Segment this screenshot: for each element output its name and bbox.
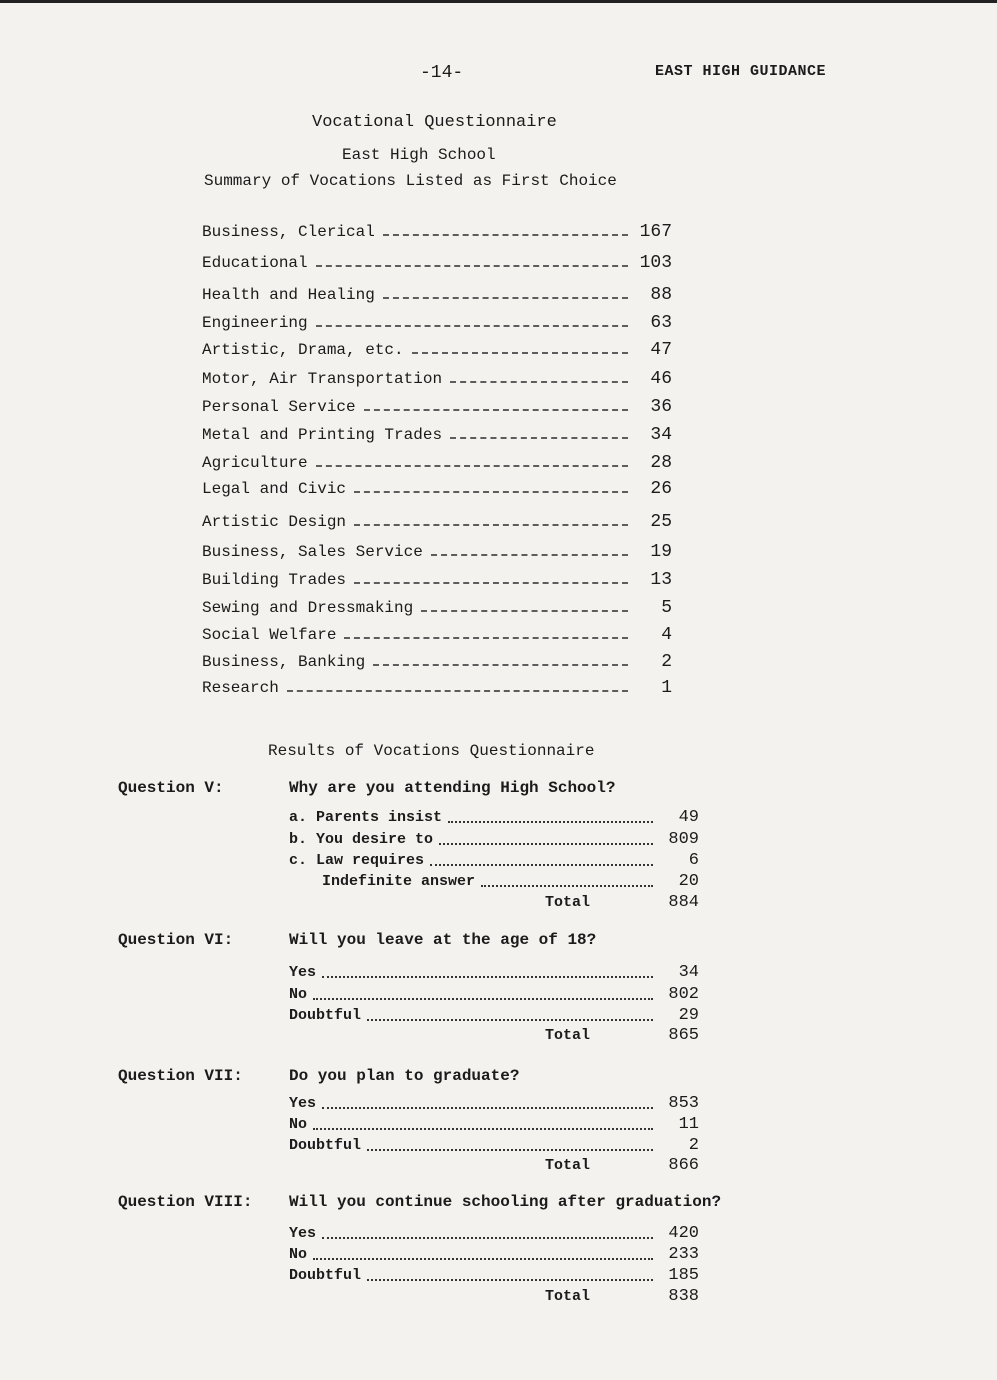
dot-leader <box>313 1258 653 1260</box>
summary-title: Summary of Vocations Listed as First Choice <box>204 172 617 190</box>
total-count: 866 <box>668 1156 699 1175</box>
question-text: Do you plan to graduate? <box>289 1067 520 1085</box>
vocation-count: 103 <box>639 253 672 273</box>
answer-row <box>289 1114 699 1135</box>
vocation-row <box>202 650 672 674</box>
answer-label: Indefinite answer <box>322 873 476 890</box>
question-label: Question VIII: <box>118 1193 253 1211</box>
answer-row <box>289 850 699 871</box>
dot-leader <box>430 864 653 866</box>
vocation-label: Legal and Civic <box>202 480 347 498</box>
vocation-row <box>202 596 672 620</box>
answer-label: Doubtful <box>289 1137 362 1154</box>
dash-leader <box>373 664 628 666</box>
dash-leader <box>344 637 628 639</box>
answer-count: 420 <box>668 1224 699 1243</box>
total-count: 884 <box>668 893 699 912</box>
answer-row <box>289 807 699 828</box>
vocation-count: 1 <box>661 678 672 698</box>
answer-row <box>289 1265 699 1286</box>
vocation-row <box>202 423 672 447</box>
vocation-count: 5 <box>661 598 672 618</box>
answer-count: 802 <box>668 985 699 1004</box>
answer-count: 29 <box>678 1006 699 1025</box>
answer-label: a. Parents insist <box>289 809 443 826</box>
vocation-count: 13 <box>650 570 672 590</box>
dot-leader <box>322 1237 653 1239</box>
vocation-label: Artistic Design <box>202 513 347 531</box>
answer-count: 185 <box>668 1266 699 1285</box>
vocation-row <box>202 220 672 244</box>
vocation-label: Sewing and Dressmaking <box>202 599 414 617</box>
dash-leader <box>412 352 628 354</box>
answer-label: Yes <box>289 1095 317 1112</box>
answer-label: Yes <box>289 1225 317 1242</box>
vocation-count: 25 <box>650 512 672 532</box>
vocation-count: 46 <box>650 369 672 389</box>
dash-leader <box>383 297 628 299</box>
vocation-label: Artistic, Drama, etc. <box>202 341 404 359</box>
vocation-label: Agriculture <box>202 454 308 472</box>
school-name: East High School <box>342 146 496 164</box>
answer-count: 2 <box>688 1136 699 1155</box>
dot-leader <box>439 843 653 845</box>
vocation-label: Health and Healing <box>202 286 375 304</box>
answer-count: 853 <box>668 1094 699 1113</box>
answer-label: Doubtful <box>289 1267 362 1284</box>
vocation-row <box>202 510 672 534</box>
total-row <box>545 1286 699 1307</box>
dot-leader <box>313 1128 653 1130</box>
vocation-count: 2 <box>661 652 672 672</box>
answer-label: No <box>289 986 308 1003</box>
dash-leader <box>431 554 628 556</box>
dot-leader <box>367 1019 653 1021</box>
vocation-label: Building Trades <box>202 571 347 589</box>
vocation-row <box>202 311 672 335</box>
dash-leader <box>287 690 628 692</box>
answer-label: Doubtful <box>289 1007 362 1024</box>
answer-row <box>289 962 699 983</box>
dot-leader <box>367 1149 653 1151</box>
question-label: Question VI: <box>118 931 234 949</box>
vocation-row <box>202 367 672 391</box>
vocation-label: Motor, Air Transportation <box>202 370 443 388</box>
vocation-count: 19 <box>650 542 672 562</box>
total-count: 838 <box>668 1287 699 1306</box>
question-text: Will you leave at the age of 18? <box>289 931 597 949</box>
total-label: Total <box>545 1157 591 1174</box>
total-count: 865 <box>668 1026 699 1045</box>
dash-leader <box>450 437 628 439</box>
dash-leader <box>354 491 628 493</box>
dot-leader <box>481 885 653 887</box>
question-label: Question V: <box>118 779 224 797</box>
total-row <box>545 892 699 913</box>
total-row <box>545 1155 699 1176</box>
document-title: Vocational Questionnaire <box>312 113 557 132</box>
dash-leader <box>354 582 628 584</box>
vocation-label: Engineering <box>202 314 308 332</box>
vocation-count: 26 <box>650 479 672 499</box>
vocation-label: Business, Sales Service <box>202 543 423 561</box>
vocation-row <box>202 623 672 647</box>
answer-count: 233 <box>668 1245 699 1264</box>
total-label: Total <box>545 894 591 911</box>
answer-row <box>289 1135 699 1156</box>
vocation-row <box>202 477 672 501</box>
vocation-label: Social Welfare <box>202 626 337 644</box>
answer-count: 809 <box>668 830 699 849</box>
vocation-count: 28 <box>650 453 672 473</box>
answer-count: 6 <box>688 851 699 870</box>
vocation-row <box>202 283 672 307</box>
total-row <box>545 1025 699 1046</box>
dash-leader <box>316 325 628 327</box>
answer-row <box>289 1244 699 1265</box>
answer-row <box>289 984 699 1005</box>
dash-leader <box>354 524 628 526</box>
vocation-row <box>202 676 672 700</box>
vocation-count: 47 <box>650 340 672 360</box>
dash-leader <box>364 409 628 411</box>
dot-leader <box>367 1279 653 1281</box>
dash-leader <box>450 381 628 383</box>
vocation-row <box>202 568 672 592</box>
answer-count: 49 <box>678 808 699 827</box>
results-title: Results of Vocations Questionnaire <box>268 742 595 760</box>
total-label: Total <box>545 1027 591 1044</box>
vocation-label: Metal and Printing Trades <box>202 426 443 444</box>
vocation-label: Business, Banking <box>202 653 366 671</box>
vocation-count: 63 <box>650 313 672 333</box>
vocation-count: 167 <box>639 222 672 242</box>
answer-row <box>289 1093 699 1114</box>
page-number: -14- <box>420 63 464 83</box>
answer-count: 34 <box>678 963 699 982</box>
vocation-count: 36 <box>650 397 672 417</box>
page-edge <box>0 0 997 3</box>
dash-leader <box>383 234 628 236</box>
dot-leader <box>322 1107 653 1109</box>
vocation-label: Business, Clerical <box>202 223 375 241</box>
vocation-count: 4 <box>661 625 672 645</box>
vocation-label: Personal Service <box>202 398 356 416</box>
vocation-row <box>202 251 672 275</box>
vocation-label: Educational <box>202 254 308 272</box>
vocation-count: 88 <box>650 285 672 305</box>
dot-leader <box>448 821 653 823</box>
vocation-row <box>202 540 672 564</box>
dash-leader <box>421 610 628 612</box>
dash-leader <box>316 265 628 267</box>
answer-row <box>289 1223 699 1244</box>
total-label: Total <box>545 1288 591 1305</box>
question-text: Will you continue schooling after graduation? <box>289 1193 722 1211</box>
answer-count: 20 <box>678 872 699 891</box>
answer-row <box>289 1005 699 1026</box>
vocation-label: Research <box>202 679 279 697</box>
answer-count: 11 <box>678 1115 699 1134</box>
answer-label: No <box>289 1246 308 1263</box>
dot-leader <box>322 976 653 978</box>
answer-label: No <box>289 1116 308 1133</box>
answer-label: b. You desire to <box>289 831 434 848</box>
question-text: Why are you attending High School? <box>289 779 616 797</box>
dot-leader <box>313 998 653 1000</box>
answer-label: c. Law requires <box>289 852 425 869</box>
vocation-row <box>202 338 672 362</box>
answer-label: Yes <box>289 964 317 981</box>
vocation-count: 34 <box>650 425 672 445</box>
vocation-row <box>202 395 672 419</box>
answer-row <box>322 871 699 892</box>
question-label: Question VII: <box>118 1067 243 1085</box>
dash-leader <box>316 465 628 467</box>
vocation-row <box>202 451 672 475</box>
running-header: EAST HIGH GUIDANCE <box>655 63 827 80</box>
answer-row <box>289 829 699 850</box>
